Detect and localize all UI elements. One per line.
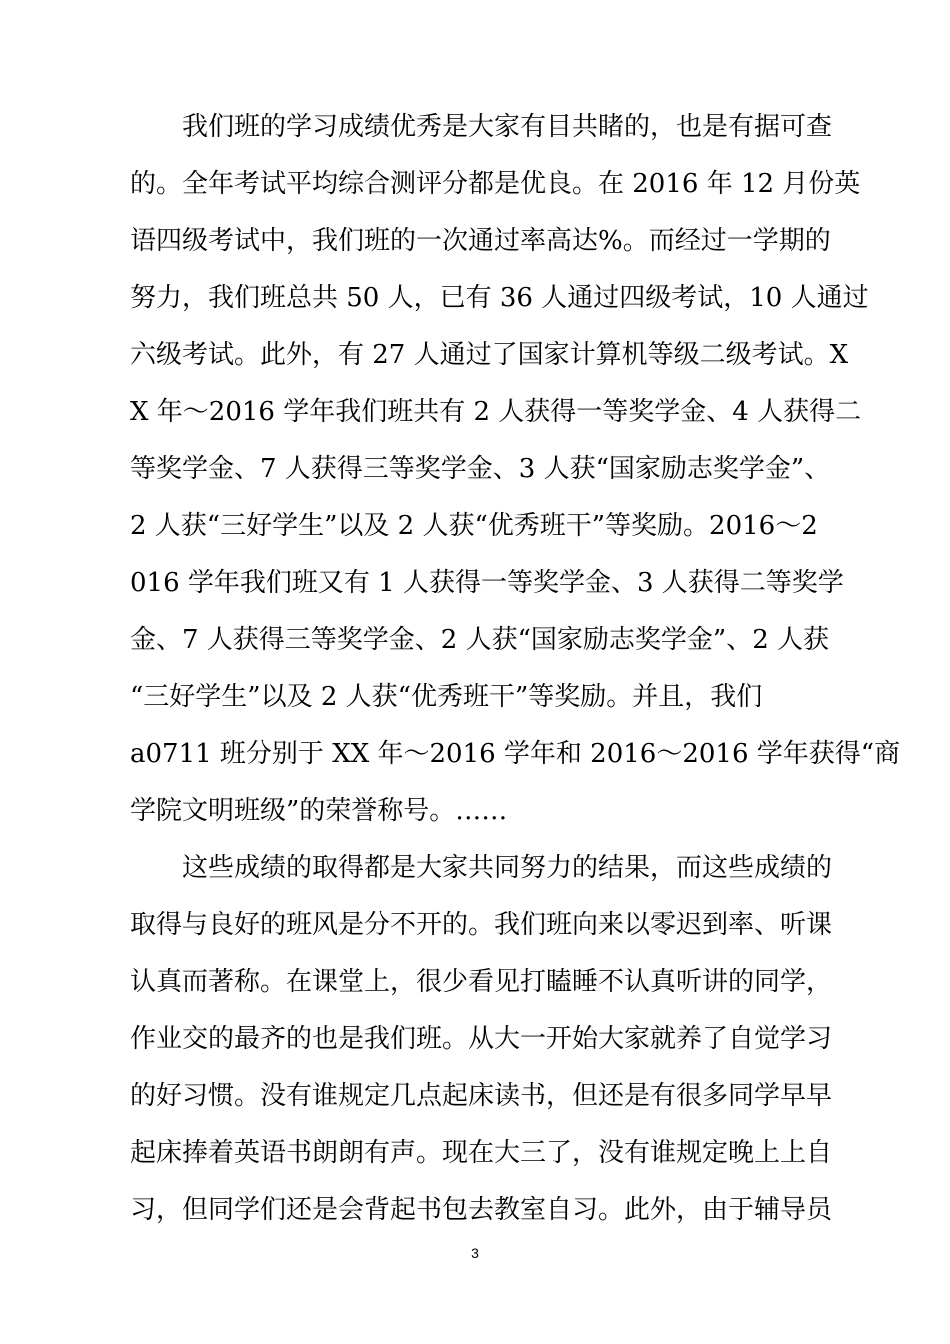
paragraph-2-line-5: 的好习惯。没有谁规定几点起床读书，但还是有很多同学早早 (130, 1081, 833, 1111)
paragraph-1-line-6: X 年～2016 学年我们班共有 2 人获得一等奖学金、4 人获得二 (130, 397, 862, 427)
paragraph-2-line-1: 这些成绩的取得都是大家共同努力的结果，而这些成绩的 (182, 853, 833, 883)
paragraph-2-line-2: 取得与良好的班风是分不开的。我们班向来以零迟到率、听课 (130, 910, 833, 940)
paragraph-1-line-5: 六级考试。此外，有 27 人通过了国家计算机等级二级考试。X (130, 340, 849, 370)
paragraph-1-line-4: 努力，我们班总共 50 人，已有 36 人通过四级考试，10 人通过 (130, 283, 869, 313)
paragraph-1-line-1: 我们班的学习成绩优秀是大家有目共睹的，也是有据可查 (182, 112, 833, 142)
paragraph-1-line-3: 语四级考试中，我们班的一次通过率高达%。而经过一学期的 (130, 226, 831, 256)
paragraph-2-line-7: 习，但同学们还是会背起书包去教室自习。此外，由于辅导员 (130, 1195, 833, 1225)
paragraph-1-line-7: 等奖学金、7 人获得三等奖学金、3 人获“国家励志奖学金”、 (130, 454, 831, 484)
paragraph-2-line-4: 作业交的最齐的也是我们班。从大一开始大家就养了自觉学习 (130, 1024, 833, 1054)
paragraph-1-line-13: 学院文明班级”的荣誉称号。…… (130, 796, 508, 826)
paragraph-1-line-8: 2 人获“三好学生”以及 2 人获“优秀班干”等奖励。2016～2 (130, 511, 818, 541)
page-number: 3 (471, 1245, 479, 1261)
paragraph-1-line-10: 金、7 人获得三等奖学金、2 人获“国家励志奖学金”、2 人获 (130, 625, 830, 655)
paragraph-1-line-12: a0711 班分别于 XX 年～2016 学年和 2016～2016 学年获得“商 (130, 739, 901, 769)
paragraph-1-line-11: “三好学生”以及 2 人获“优秀班干”等奖励。并且，我们 (130, 682, 763, 712)
paragraph-1-line-9: 016 学年我们班又有 1 人获得一等奖学金、3 人获得二等奖学 (130, 568, 844, 598)
paragraph-2-line-6: 起床捧着英语书朗朗有声。现在大三了，没有谁规定晚上上自 (130, 1138, 833, 1168)
paragraph-2-line-3: 认真而著称。在课堂上，很少看见打瞌睡不认真听讲的同学， (130, 967, 833, 997)
paragraph-1-line-2: 的。全年考试平均综合测评分都是优良。在 2016 年 12 月份英 (130, 169, 861, 199)
